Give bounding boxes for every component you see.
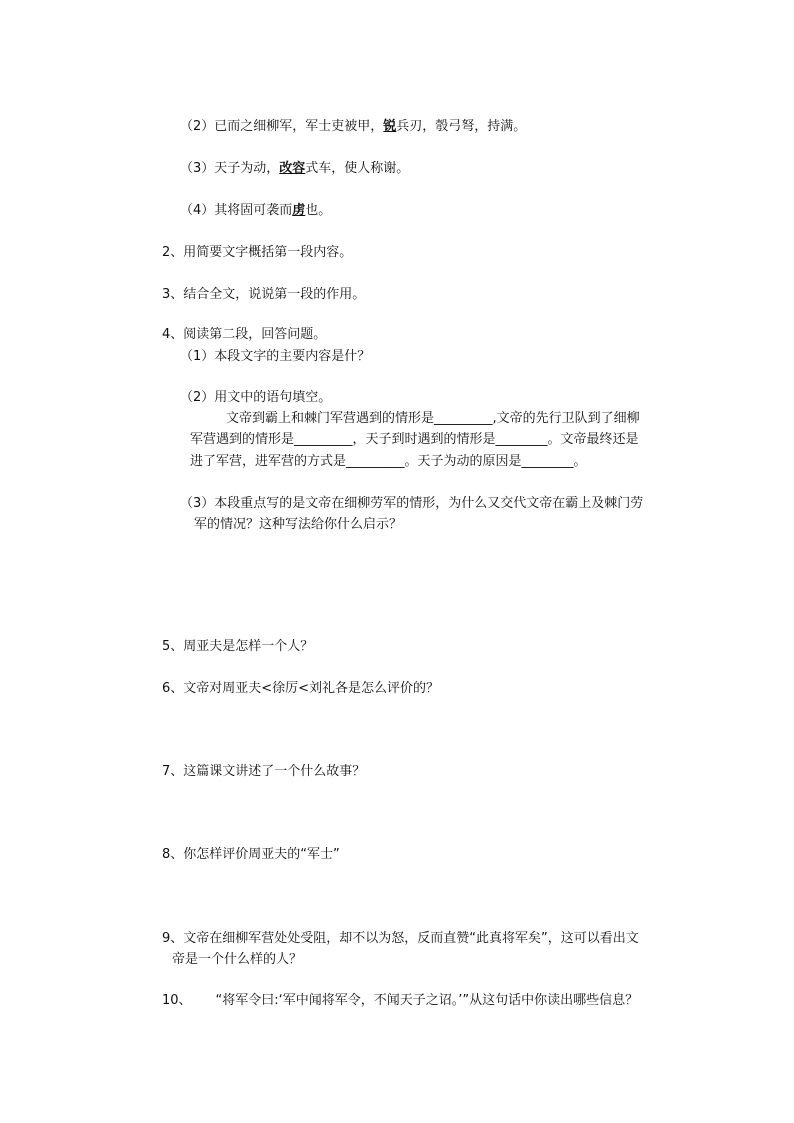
question-4-title: 4、阅读第二段，回答问题。 xyxy=(162,327,327,342)
q1-item-4-text-b: 也。 xyxy=(305,203,332,218)
q1-item-4 xyxy=(180,201,331,221)
q1-item-3-text-a: （3）天子为动， xyxy=(180,161,280,176)
q1-item-3-key-word: 改容 xyxy=(279,161,306,176)
question-4-sub-3-line-1: （3）本段重点写的是文帝在细柳劳军的情形，为什么又交代文帝在霸上及棘门劳 xyxy=(180,496,644,511)
question-4-sub-2-title: （2）用文中的语句填空。 xyxy=(180,390,332,405)
question-7: 7、这篇课文讲述了一个什么故事？ xyxy=(162,764,366,779)
question-5: 5、周亚夫是怎样一个人？ xyxy=(162,639,314,654)
question-10-text: “将军令曰:‘军中闻将军令，不闻天子之诏。’”从这句话中你读出哪些信息？ xyxy=(215,993,639,1008)
question-9-line-2: 帝是一个什么样的人？ xyxy=(172,952,303,967)
q1-item-4-key-char: 虏 xyxy=(292,203,306,218)
q1-item-2-text-b: 兵刃，彀弓弩，持满。 xyxy=(396,119,527,134)
question-4-sub-2-line-2: 军营遇到的情形是_________，天子到时遇到的情形是________。文帝最终还是 xyxy=(190,432,639,447)
question-4-sub-2-line-1: 文帝到霸上和棘门军营遇到的情形是_________,文帝的先行卫队到了细柳 xyxy=(226,411,640,426)
question-8: 8、你怎样评价周亚夫的“军士” xyxy=(162,847,340,862)
q1-item-3-text-b: 式车，使人称谢。 xyxy=(305,161,410,176)
question-9-line-1: 9、文帝在细柳军营处处受阻，却不以为怒，反而直赞“此真将军矣”，这可以看出文 xyxy=(162,931,639,946)
q1-item-4-text-a: （4）其将固可袭而 xyxy=(180,203,293,218)
q1-item-3 xyxy=(180,159,409,179)
question-6: 6、文帝对周亚夫<徐厉<刘礼各是怎么评价的？ xyxy=(162,681,440,696)
question-4-sub-2-line-3: 进了军营，进军营的方式是_________。天子为动的原因是________。 xyxy=(190,454,587,469)
question-10 xyxy=(162,991,638,1011)
q1-item-2-key-char: 锐 xyxy=(383,119,397,134)
question-10-number: 10、 xyxy=(162,993,192,1008)
question-3: 3、结合全文，说说第一段的作用。 xyxy=(162,287,366,302)
q1-item-2 xyxy=(180,117,526,137)
question-2: 2、用简要文字概括第一段内容。 xyxy=(162,245,353,260)
q1-item-2-text-a: （2）已而之细柳军，军士吏被甲， xyxy=(180,119,384,134)
question-4-sub-1: （1）本段文字的主要内容是什？ xyxy=(180,349,371,364)
question-4-sub-3-line-2: 军的情况？这种写法给你什么启示？ xyxy=(194,517,403,532)
